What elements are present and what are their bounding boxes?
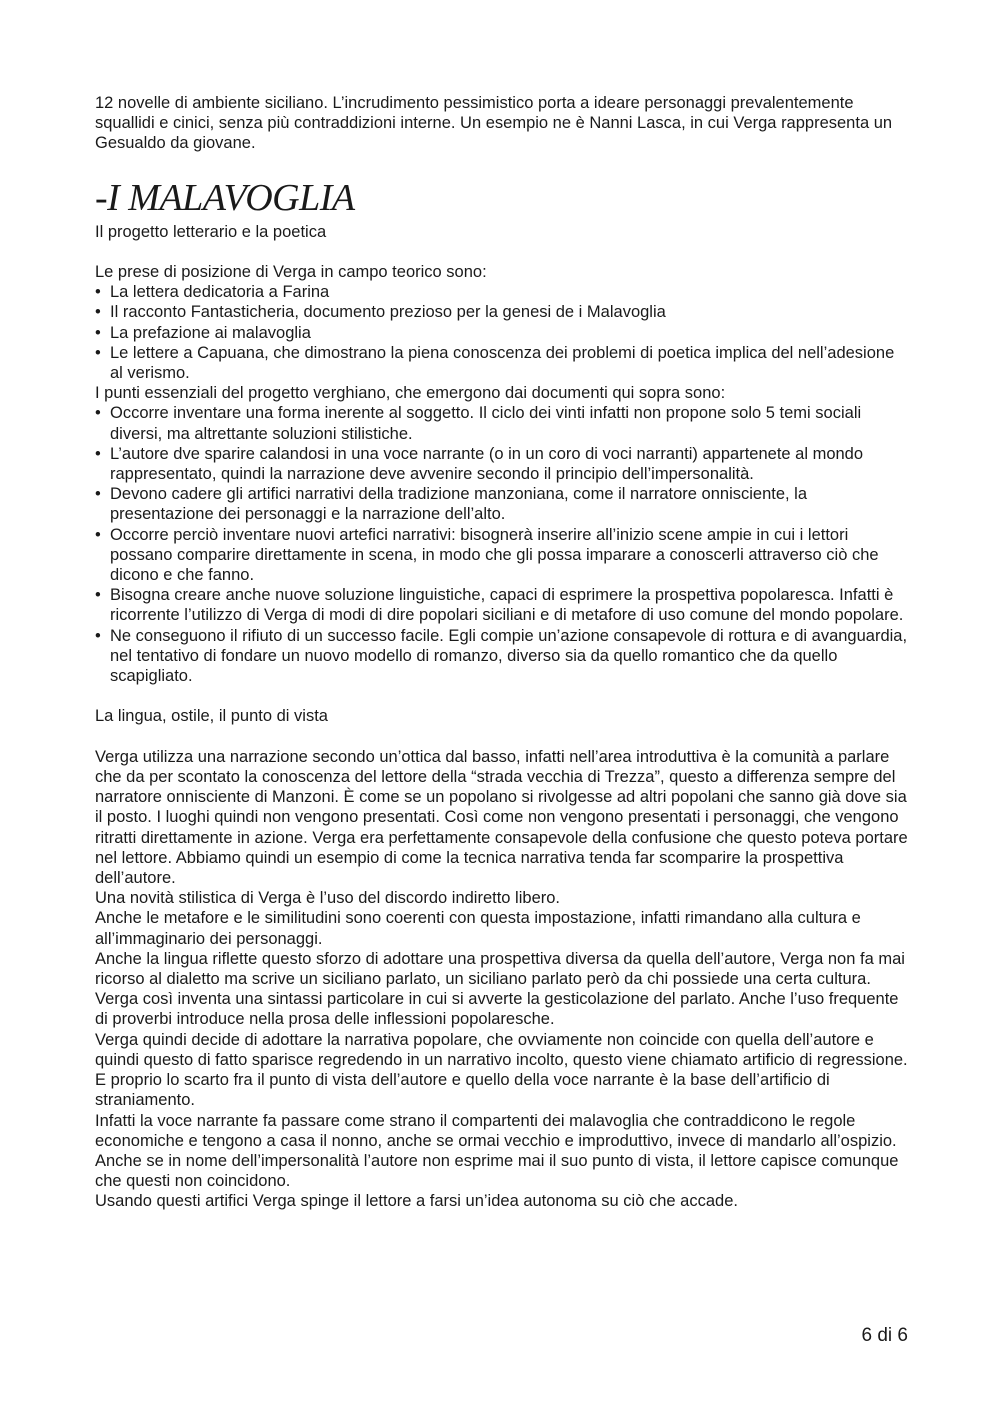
document-body — [95, 93, 910, 1212]
body-paragraph: Usando questi artifici Verga spinge il lettore a farsi un’idea autonoma su ciò che accade. — [95, 1192, 738, 1211]
spacer — [95, 686, 910, 706]
spacer — [95, 242, 910, 262]
body-paragraph: Anche le metafore e le similitudini sono coerenti con questa impostazione, infatti rimandano alla cultura e all’immaginario dei personaggi. — [95, 909, 861, 948]
language-heading: La lingua, ostile, il punto di vista — [95, 707, 328, 726]
body-paragraph: Verga utilizza una narrazione secondo un’ottica dal basso, infatti nell’area introduttiva è la comunità a parlare che da per scontato la conoscenza del lettore della “strada vecchia di Trezza”, questo a differenza sempre del narratore onnisciente di Manzoni. È come se un popolano si rivolgesse ad altri popolani che sanno già dove sia il posto. I luoghi quindi non vengono presentati. Così come non vengono presentati i personaggi, che vengono ritratti direttamente in azione. Verga era perfettamente consapevole della confusione che questo poteva portare nel lettore. Abbiamo quindi un esempio di come la tecnica narrativa tenda far scomparire la prospettiva dell’autore. — [95, 747, 908, 888]
list-item: • Il racconto Fantasticheria, documento prezioso per la genesi de i Malavoglia — [95, 302, 910, 322]
list-item: • La lettera dedicatoria a Farina — [95, 282, 910, 302]
intro-paragraph: 12 novelle di ambiente siciliano. L’incrudimento pessimistico porta a ideare personaggi prevalentemente squallidi e cinici, senza più contraddizioni interne. Un esempio ne è Nanni Lasca, in cui Verga rappresenta un Gesualdo da giovane. — [95, 94, 893, 153]
body-paragraph: Anche la lingua riflette questo sforzo di adottare una prospettiva diversa da quella dell’autore, Verga non fa mai ricorso al dialetto ma scrive un siciliano parlato, un siciliano parlato però da chi possiede una certa cultura. Verga così inventa una sintassi particolare in cui si avverte la gesticolazione del parlato. Anche l’uso frequente di proverbi introduce nella prosa delle inflessioni popolaresche. — [95, 949, 905, 1029]
body-paragraph: Verga quindi decide di adottare la narrativa popolare, che ovviamente non coincide con quella dell’autore e quindi questo di fatto sparisce regredendo in un narrativo incolto, questo viene chiamato artificio di regressione. E proprio lo scarto fra il punto di vista dell’autore e quello della voce narrante è la base dell’artificio di straniamento. — [95, 1030, 908, 1110]
body-paragraph: Infatti la voce narrante fa passare come strano il compartenti dei malavoglia che contraddicono le regole economiche e tengono a casa il nonno, anche se ormai vecchio e improduttivo, invece di mandarlo all’ospizio. Anche se in nome dell’impersonalità l’autore non esprime mai il suo punto di vista, il lettore capisce comunque che questi non coincidono. — [95, 1111, 899, 1191]
list-item: • Ne conseguono il rifiuto di un successo facile. Egli compie un’azione consapevole di rottura e di avanguardia, nel tentativo di fondare un nuovo modello di romanzo, diverso sia da quello romantico che da quello scapigliato. — [95, 626, 910, 687]
list-item: • Bisogna creare anche nuove soluzione linguistiche, capaci di esprimere la prospettiva popolaresca. Infatti è ricorrente l’utilizzo di Verga di modi di dire popolari siciliani e di metafore di uso comune del mondo popolare. — [95, 585, 910, 625]
positions-list — [95, 282, 910, 383]
body-paragraph: Una novità stilistica di Verga è l’uso del discordo indiretto libero. — [95, 889, 560, 908]
page-number: 6 di 6 — [861, 1325, 908, 1346]
list-item: • L’autore dve sparire calandosi in una voce narrante (o in un coro di voci narranti) appartenete al mondo rappresentato, quindi la narrazione deve avvenire secondo il principio dell’impersonalità. — [95, 444, 910, 484]
list-item: • Occorre perciò inventare nuovi artefici narrativi: bisognerà inserire all’inizio scene ampie in cui i lettori possano comparire direttamente in scena, in modo che gli possa imparare a conoscerli attraverso ciò che dicono e che fanno. — [95, 525, 910, 586]
points-intro: I punti essenziali del progetto verghiano, che emergono dai documenti qui sopra sono: — [95, 384, 726, 403]
list-item: • Devono cadere gli artifici narrativi della tradizione manzoniana, come il narratore onnisciente, la presentazione dei personaggi e la narrazione dell’alto. — [95, 484, 910, 524]
list-item: • Le lettere a Capuana, che dimostrano la piena conoscenza dei problemi di poetica implica del nell’adesione al verismo. — [95, 343, 910, 383]
section-subtitle: Il progetto letterario e la poetica — [95, 222, 327, 241]
list-item: • La prefazione ai malavoglia — [95, 323, 910, 343]
spacer — [95, 727, 910, 747]
positions-intro: Le prese di posizione di Verga in campo teorico sono: — [95, 263, 487, 281]
section-title: -I MALAVOGLIA — [95, 176, 355, 219]
points-list — [95, 403, 910, 686]
list-item: • Occorre inventare una forma inerente al soggetto. Il ciclo dei vinti infatti non propone solo 5 temi sociali diversi, ma altrettante soluzioni stilistiche. — [95, 403, 910, 443]
